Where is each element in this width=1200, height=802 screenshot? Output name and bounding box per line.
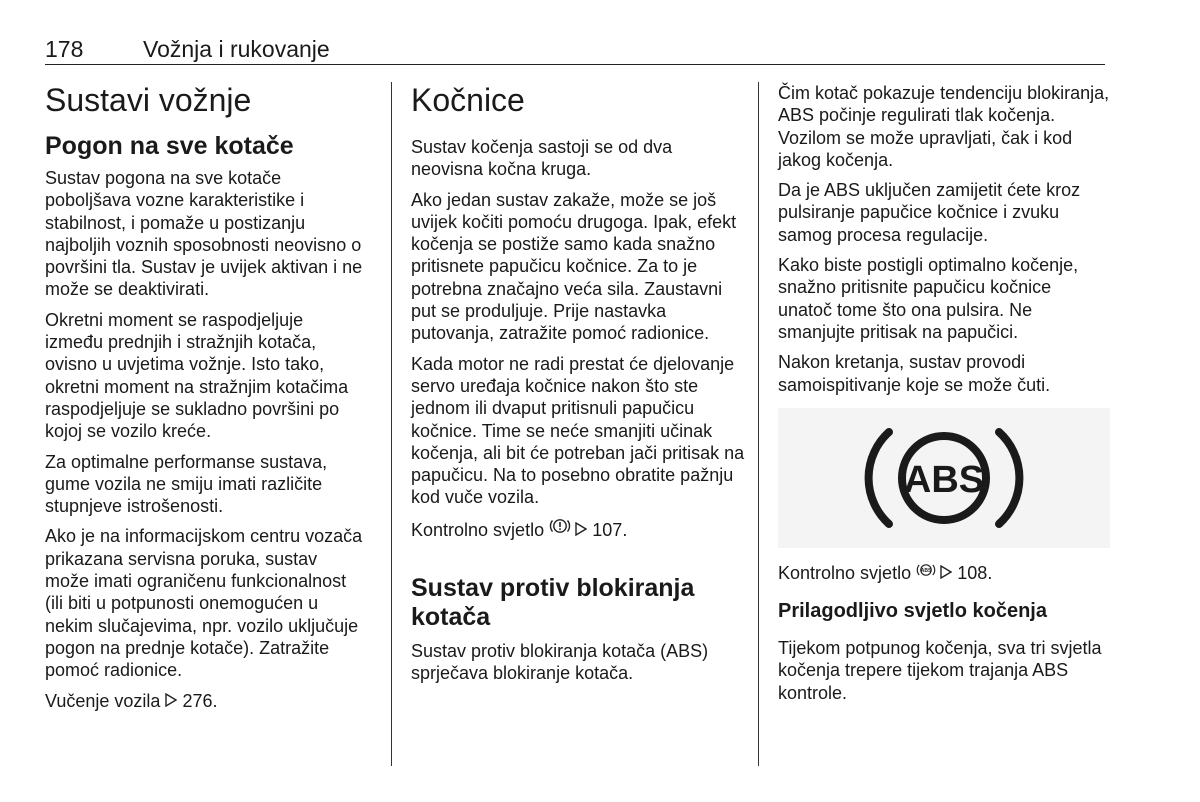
paragraph: Ako je na informacijskom centru vozača prikazana servisna poruka, sustav može imati ograničenu funkcionalnost (ili biti u potpunosti onemogućen u nekim slučajevima, npr. vozilo uključuje pogon na prednje kotače). Zatražite pomoć radionice.: [45, 526, 363, 681]
paragraph: Tijekom potpunog kočenja, sva tri svjetla kočenja trepere tijekom trajanja ABS kontrole.: [778, 638, 1102, 703]
running-title: Vožnja i rukovanje: [143, 36, 330, 62]
paragraph: Nakon kretanja, sustav provodi samoispitivanje koje se može čuti.: [778, 352, 1051, 395]
svg-text:ABS: ABS: [920, 567, 932, 574]
paragraph: Sustav kočenja sastoji se od dva neovisna kočna kruga.: [411, 137, 673, 180]
page-header: [45, 34, 1105, 65]
arrow-right-icon: [575, 520, 592, 540]
paragraph: Sustav pogona na sve kotače poboljšava vozne karakteristike i stabilnost, i pomaže u postizanju najboljih voznih sposobnosti neovisno o površini tla. Sustav je uvijek aktivan i ne može se deaktivirati.: [45, 168, 363, 300]
paragraph: Okretni moment se raspodjeljuje između prednjih i stražnjih kotača, ovisno u uvjetima vožnje. Isto tako, okretni moment na stražnjim kotačima raspodjeljuje se sukladno površini po kojoj se vozilo kreće.: [45, 309, 349, 442]
abs-label: ABS: [903, 458, 985, 501]
paragraph: Da je ABS uključen zamijetit ćete kroz pulsiranje papučice kočnice i zvuku samog procesa regulacije.: [778, 180, 1081, 245]
xref-text: Vučenje vozila: [45, 690, 161, 711]
column-2: [411, 80, 746, 693]
column-3: [778, 82, 1110, 712]
arrow-right-icon: [940, 563, 957, 583]
column-divider: [391, 82, 392, 766]
xref-text: Kontrolno svjetlo: [411, 519, 545, 540]
brake-warning-icon: [549, 522, 575, 539]
subsection-heading: Prilagodljivo svjetlo kočenja: [778, 600, 1047, 623]
subsection-heading: Pogon na sve kotače: [45, 132, 294, 160]
paragraph: Ako jedan sustav zakaže, može se još uvijek kočiti pomoću drugoga. Ipak, efekt kočenja se postiže samo kada snažno pritisnete papučicu kočnice. Za to je potrebna značajno veća sila. Zaustavni put se produljuje. Prije nastavka putovanja, zatražite pomoć radionice.: [411, 189, 737, 344]
paragraph: Kada motor ne radi prestat će djelovanje servo uređaja kočnice nakon što ste jednom ili dvaput pritisnuli papučicu kočnice. Time se neće smanjiti učinak kočenja, ali bit će potreban jači pritisak na papučicu. Na to posebno obratite pažnju kod vuče vozila.: [411, 353, 745, 508]
cross-reference-brake-light[interactable]: [411, 517, 746, 542]
abs-warning-illustration: [778, 408, 1110, 548]
column-divider: [758, 82, 759, 766]
page-number: 178: [45, 36, 84, 62]
paragraph: Kako biste postigli optimalno kočenje, snažno pritisnite papučicu kočnice unatoč tome što ona pulsira. Ne smanjujte pritisak na papučici.: [778, 255, 1079, 342]
section-heading: Sustavi vožnje: [45, 82, 252, 118]
xref-page: 108.: [957, 562, 993, 583]
cross-reference-abs-light[interactable]: [778, 562, 1110, 585]
cross-reference-towing[interactable]: [45, 690, 365, 712]
abs-small-icon: [916, 565, 940, 582]
section-heading: Kočnice: [411, 82, 525, 118]
column-1: [45, 80, 365, 720]
xref-page: 276.: [182, 690, 218, 711]
xref-page: 107.: [592, 519, 628, 540]
paragraph: Sustav protiv blokiranja kotača (ABS) sprječava blokiranje kotača.: [411, 641, 709, 684]
subsection-heading: Sustav protiv blokiranja kotača: [411, 574, 695, 632]
paragraph: Čim kotač pokazuje tendenciju blokiranja, ABS počinje regulirati tlak kočenja. Vozilom se može upravljati, čak i kod jakog kočenja.: [778, 83, 1110, 170]
xref-text: Kontrolno svjetlo: [778, 562, 912, 583]
paragraph: Za optimalne performanse sustava, gume vozila ne smiju imati različite stupnjeve istrošenosti.: [45, 451, 328, 517]
abs-warning-icon: [859, 418, 1029, 538]
arrow-right-icon: [165, 691, 182, 711]
